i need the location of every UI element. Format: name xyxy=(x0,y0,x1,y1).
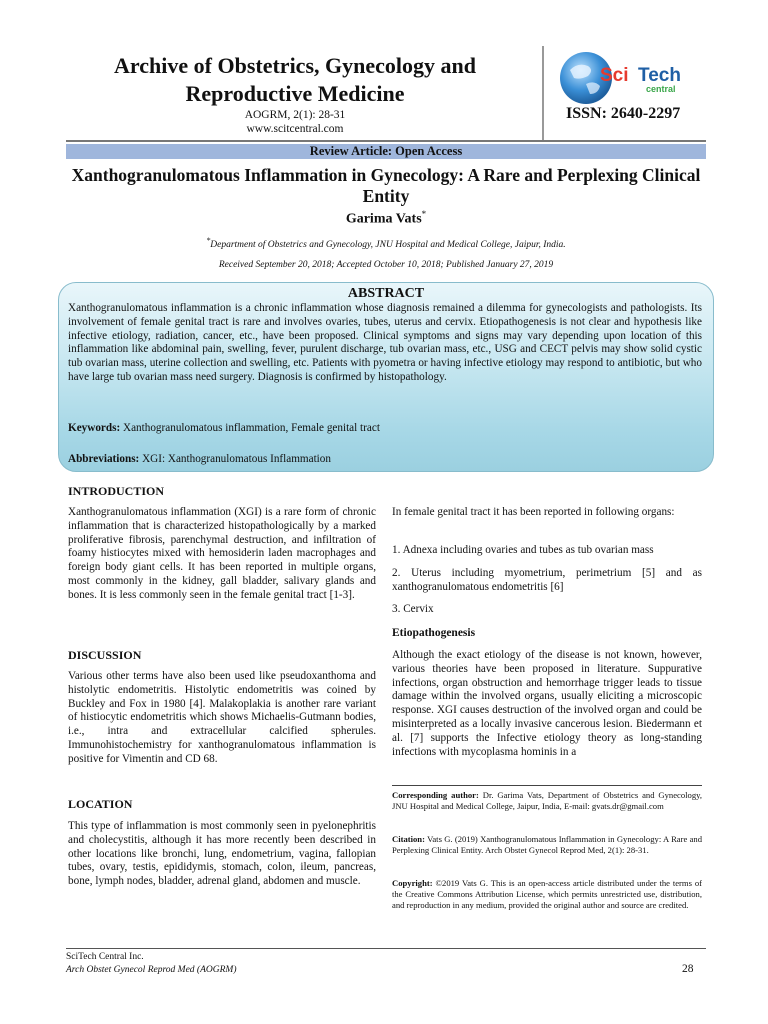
citation xyxy=(392,834,702,856)
website-link[interactable]: www.scitcentral.com xyxy=(246,123,344,135)
header-rule xyxy=(66,140,706,142)
footer-journal: Arch Obstet Gynecol Reprod Med (AOGRM) xyxy=(66,965,237,975)
etio-heading: Etiopathogenesis xyxy=(392,627,476,639)
discussion-text: Various other terms have also been used like pseudoxanthoma and histolytic endometritis. Histolytic endometritis was coined by Buckley and Fox in 1980 [4]. Malakoplakia is another rare variant of histiocytic endometritis which shows Michaelis-Gutmann bodies, i.e., intra and extracellular calcified spherules. Immunohistochemistry for xanthogranulomatous inflammation is positive for Vimentin and CD 68. xyxy=(68,670,376,765)
keywords-text: Xanthogranulomatous inflammation, Female genital tract xyxy=(123,422,380,434)
copyright-label: Copyright: xyxy=(392,878,433,888)
copyright-text: ©2019 Vats G. This is an open-access article distributed under the terms of the Creative Commons Attribution License, which permits unrestricted use, distribution, and reproduction in any medium, provided the original author and source are credited. xyxy=(392,878,702,910)
article-title: Xanthogranulomatous Inflammation in Gynecology: A Rare and Perplexing Clinical Entity xyxy=(71,165,701,206)
author-name: Garima Vats xyxy=(345,211,422,227)
etio-text: Although the exact etiology of the disease is not known, however, various theories have been proposed in literature. Suppurative infections, organ obstruction and hemorrhage trigger leads to tissue damage within the involved organs, usually eliciting a microscopic response. XGI causes destruction of the involved organ and could be misinterpreted as a locally invasive cancerous lesion. Biedermann et al. [7] supports the Infective etiology theory as long-standing infections with mycoplasma hominis in a xyxy=(392,649,702,758)
affil-sup: * xyxy=(206,236,211,245)
citation-text: Vats G. (2019) Xanthogranulomatous Inflammation in Gynecology: A Rare and Perplexing Clinical Entity. Arch Obstet Gynecol Reprod Med, 2(1): 28-31. xyxy=(392,834,703,855)
footer-rule xyxy=(66,948,706,949)
right-intro-text: In female genital tract it has been reported in following organs: xyxy=(392,506,675,518)
abbreviations-label: Abbreviations: xyxy=(68,453,140,465)
issn: ISSN: 2640-2297 xyxy=(566,105,681,122)
keywords-label: Keywords: xyxy=(68,422,121,434)
affiliation xyxy=(66,236,706,250)
journal-meta xyxy=(90,108,500,136)
author xyxy=(66,209,706,228)
page-number: 28 xyxy=(682,963,694,975)
corresponding-label: Corresponding author: xyxy=(392,790,479,800)
logo-central: central xyxy=(646,84,676,94)
list-item: 1. Adnexa including ovaries and tubes as tub ovarian mass xyxy=(392,544,654,556)
footer-publisher: SciTech Central Inc. xyxy=(66,952,144,962)
affiliation-text: Department of Obstetrics and Gynecology, JNU Hospital and Medical College, Jaipur, India. xyxy=(210,240,566,251)
author-sup: * xyxy=(421,209,427,219)
abstract-heading: ABSTRACT xyxy=(347,286,425,301)
citation-short: AOGRM, 2(1): 28-31 xyxy=(244,109,346,121)
logo-tech: Tech xyxy=(638,65,681,86)
scitech-logo xyxy=(558,50,698,106)
footnote-rule xyxy=(392,785,702,786)
article-type-bar: Review Article: Open Access xyxy=(66,144,706,159)
journal-title: Archive of Obstetrics, Gynecology and Reproductive Medicine xyxy=(114,53,476,106)
citation-label: Citation: xyxy=(392,834,425,844)
discussion-heading: DISCUSSION xyxy=(68,648,142,662)
intro-heading: INTRODUCTION xyxy=(68,484,165,498)
abbreviations xyxy=(68,453,702,465)
corresponding-author xyxy=(392,790,702,812)
location-text: This type of inflammation is most commonly seen in pyelonephritis and cholecystitis, although it has more recently been described in other locations like bronchi, lung, endometrium, vagina, fallopian tubes, ovary, testis, epididymis, stomach, colon, ileum, pancreas, bone, lymph nodes, bladder, adrenal gland, abdomen and muscle. xyxy=(68,820,376,888)
keywords xyxy=(68,422,702,434)
abstract-text: Xanthogranulomatous inflammation is a chronic inflammation whose diagnosis remained a dilemma for gynecologists and pathologists. Its involvement of female genital tract is rare and involves ovaries, tubes, uterus and cervix. Etiopathogenesis is not clear and hypothesis like infective etiology, radiation, cancer, etc., have been proposed. Clinical symptoms and signs may vary depending upon location of this inflammation like abdominal pain, swelling, fever, purulent discharge, tub ovarian mass, etc., USG and CECT pelvis may show solid cystic tub ovarian mass, uterine collection and swelling, etc. Patients with pyometra or having infective etiology may respond to antibiotic, but who have large tub ovarian mass need surgery. Diagnosis is confirmed by histopathology. xyxy=(68,302,702,383)
corresponding-text: Dr. Garima Vats, Department of Obstetrics and Gynecology, JNU Hospital and Medical College, Jaipur, India, E-mail: gvats.dr@gmail.com xyxy=(392,790,702,811)
logo-sci: Sci xyxy=(600,65,629,86)
dates: Received September 20, 2018; Accepted October 10, 2018; Published January 27, 2019 xyxy=(218,260,554,270)
header-divider xyxy=(542,46,544,142)
copyright xyxy=(392,878,702,910)
list-item: 3. Cervix xyxy=(392,603,434,615)
intro-text: Xanthogranulomatous inflammation (XGI) is a rare form of chronic inflammation that is characterized histopathologically by a marked proliferative fibrosis, parenchymal destruction, and infiltration of foamy histiocytes mixed with hemosiderin laden macrophages and foreign body giant cells. It has been reported in multiple organs, most commonly in the kidney, gall bladder, salivary glands and bones. It is less commonly seen in the female genital tract [1-3]. xyxy=(68,506,376,601)
list-item: 2. Uterus including myometrium, perimetrium [5] and as xanthogranulomatous endometritis [6] xyxy=(392,567,702,593)
location-heading: LOCATION xyxy=(68,797,133,811)
abbreviations-text: XGI: Xanthogranulomatous Inflammation xyxy=(142,453,331,465)
